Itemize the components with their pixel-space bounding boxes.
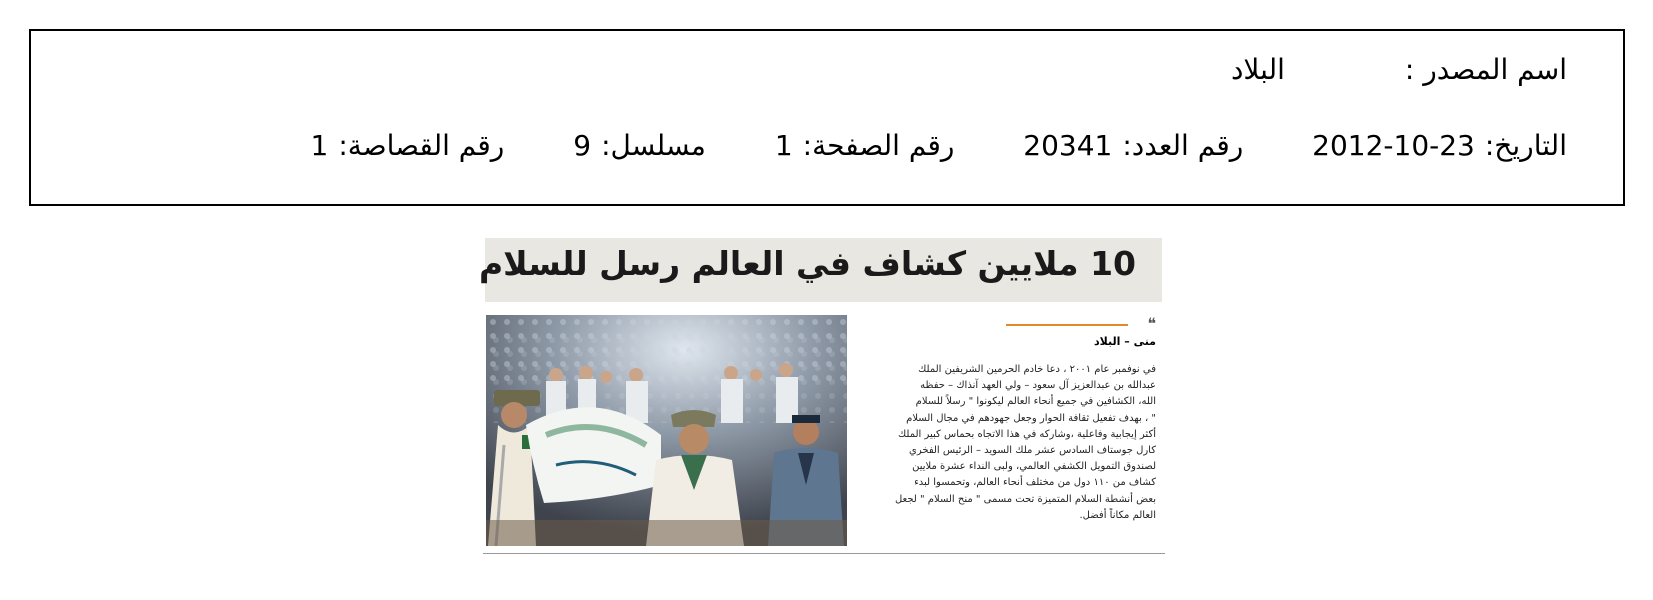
article-line: في نوفمبر عام ٢٠٠١ ، دعا خادم الحرمين الشريفين الملك — [918, 364, 1156, 375]
serial-label: مسلسل: — [601, 129, 706, 162]
clip-label: رقم القصاصة: — [338, 129, 505, 162]
article-body-column — [853, 316, 1156, 551]
article-line: كشاف من ١١٠ دول من مختلف أنحاء العالم، وتحمسوا لبدء — [914, 477, 1156, 489]
article-line: لصندوق التمويل الكشفي العالمي، ولبى النداء عشرة ملايين — [912, 461, 1156, 473]
date-field — [1312, 129, 1567, 162]
serial-value: 9 — [573, 129, 592, 162]
clip-number-field — [311, 129, 505, 162]
newspaper-clipping — [479, 236, 1165, 556]
article-line: عبدالله بن عبدالعزيز آل سعود – ولي العهد آنذاك – حفظه — [920, 380, 1156, 392]
page-label: رقم الصفحة: — [802, 129, 955, 162]
details-row — [311, 129, 1567, 162]
headline-bar — [479, 238, 1162, 302]
issue-field — [1023, 129, 1243, 162]
article-line: كارل جوستاف السادس عشر ملك السويد – الرئيس الفخري — [909, 445, 1156, 457]
scouts-ceremony-photo — [486, 315, 847, 546]
article-line: العالم مكاناً أفضل. — [1079, 509, 1156, 521]
quote-mark-icon: ❝ — [1147, 314, 1156, 333]
article-line: أكثر إيجابية وفاعلية ،وشاركه في هذا الاتجاه بحماس كبير الملك — [897, 428, 1156, 440]
article-headline: 10 ملايين كشاف في العالم رسل للسلام — [479, 244, 1136, 283]
article-photo — [486, 315, 847, 546]
article-line: الله، الكشافين في جميع أنحاء العالم ليكونوا " رسلاً للسلام — [915, 396, 1156, 408]
clipping-metadata-box — [29, 29, 1625, 206]
source-label: اسم المصدر : — [1404, 53, 1567, 86]
byline-rule — [1006, 324, 1128, 326]
serial-field — [573, 129, 706, 162]
source-value: البلاد — [1230, 53, 1285, 86]
source-row — [1231, 53, 1567, 86]
article-line: بعض أنشطة السلام المتميزة تحت مسمى " منح السلام " لجعل — [894, 493, 1156, 505]
article-byline: منى – البلاد — [1094, 335, 1156, 348]
clip-value: 1 — [310, 129, 329, 162]
issue-label: رقم العدد: — [1122, 129, 1244, 162]
issue-value: 20341 — [1023, 129, 1113, 162]
clipping-bottom-rule — [483, 553, 1165, 554]
page-field — [775, 129, 955, 162]
article-line: " ، بهدف تفعيل ثقافة الحوار وجعل جهودهم في مجال السلام — [906, 412, 1156, 424]
date-value: 2012-10-23 — [1312, 129, 1475, 162]
article-text — [856, 362, 1156, 524]
page-value: 1 — [774, 129, 793, 162]
date-label: التاريخ: — [1484, 129, 1567, 162]
